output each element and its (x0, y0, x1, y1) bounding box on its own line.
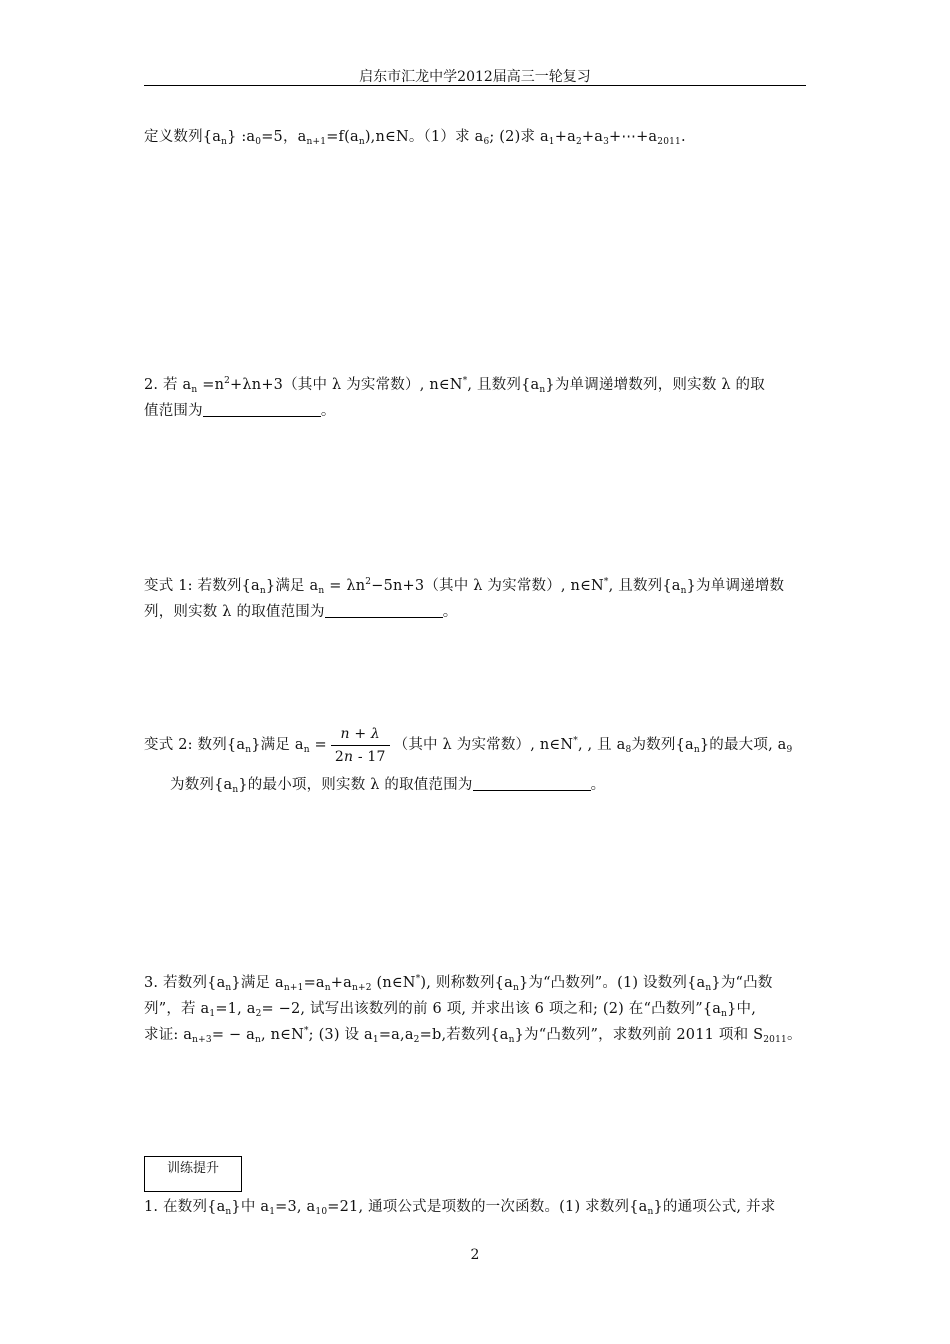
question-2: 2. 若 $a_n =n^2+\lambda n+3$（其中 λ 为实常数）, n∈N*, 且数列$\{a_n\}$为单调递增数列，则实数 λ 的取 值范围为 。 (144, 376, 765, 419)
training-question-1: 1. 在数列$\{a_n\}$中 $a_1=3$, $a_{10}=21$, 通项公式是项数的一次函数。(1) 求数列$\{a_n\}$的通项公式, 并求 (144, 1199, 776, 1217)
answer-blank[interactable] (325, 603, 443, 618)
variant-2-line-1: 变式 2: 数列$\{a_n\}$满足 $a_n$ = $\frac{n + \lambda}{2n - 17}$ （其中 λ 为实常数）, n∈N*, , 且 $a_8$为数列$\{a_n\}$的最大项, $a_9$ (144, 725, 793, 765)
answer-blank[interactable] (203, 402, 321, 417)
fraction-expression: $\frac{n + \lambda}{2n - 17}$ (331, 725, 390, 766)
variant-1: 变式 1: 若数列$\{a_n\}$满足 $a_n = \lambda n^2-5n+3$（其中 λ 为实常数）, n∈N*, 且数列$\{a_n\}$为单调递增数 列，则实数 λ 的取值范围为 。 (144, 577, 785, 620)
training-section-label: 训练提升 (144, 1156, 242, 1192)
variant-2-line-2: 为数列$\{a_n\}$的最小项，则实数 λ 的取值范围为 。 (170, 777, 606, 795)
page-header: 启东市汇龙中学2012届高三一轮复习 (359, 69, 591, 85)
answer-blank[interactable] (473, 776, 591, 791)
question-1: 定义数列$\{a_n\}$ $:a_0=5$，$a_{n+1}=f(a_n),n\in N$。（1）求 $a_6$; (2)求 $a_1+a_2+a_3+\cdots+a_{2011}$. (144, 129, 686, 147)
question-3: 3. 若数列$\{a_n\}$满足 $a_{n+1}=a_n+a_{n+2}$ (n∈N*), 则称数列$\{a_n\}$为“凸数列”。(1) 设数列$\{a_n\}$为“凸数 列”，若 $a_1=1$, $a_2= -2$, 试写出该数列的前 6 项, 并求出该 6 项之和; (2) 在“凸数列$”\{a_n\}$中, 求证: $a_{n+3}= - a_n$, n∈N*; (3) 设 $a_1=a,a_2=b$,若数列$\{a_n\}$为“凸数列”，求数列前 2011 项和 $S_{2011}$。 (144, 974, 802, 1045)
page-number: 2 (470, 1247, 480, 1263)
header-divider (144, 85, 806, 86)
